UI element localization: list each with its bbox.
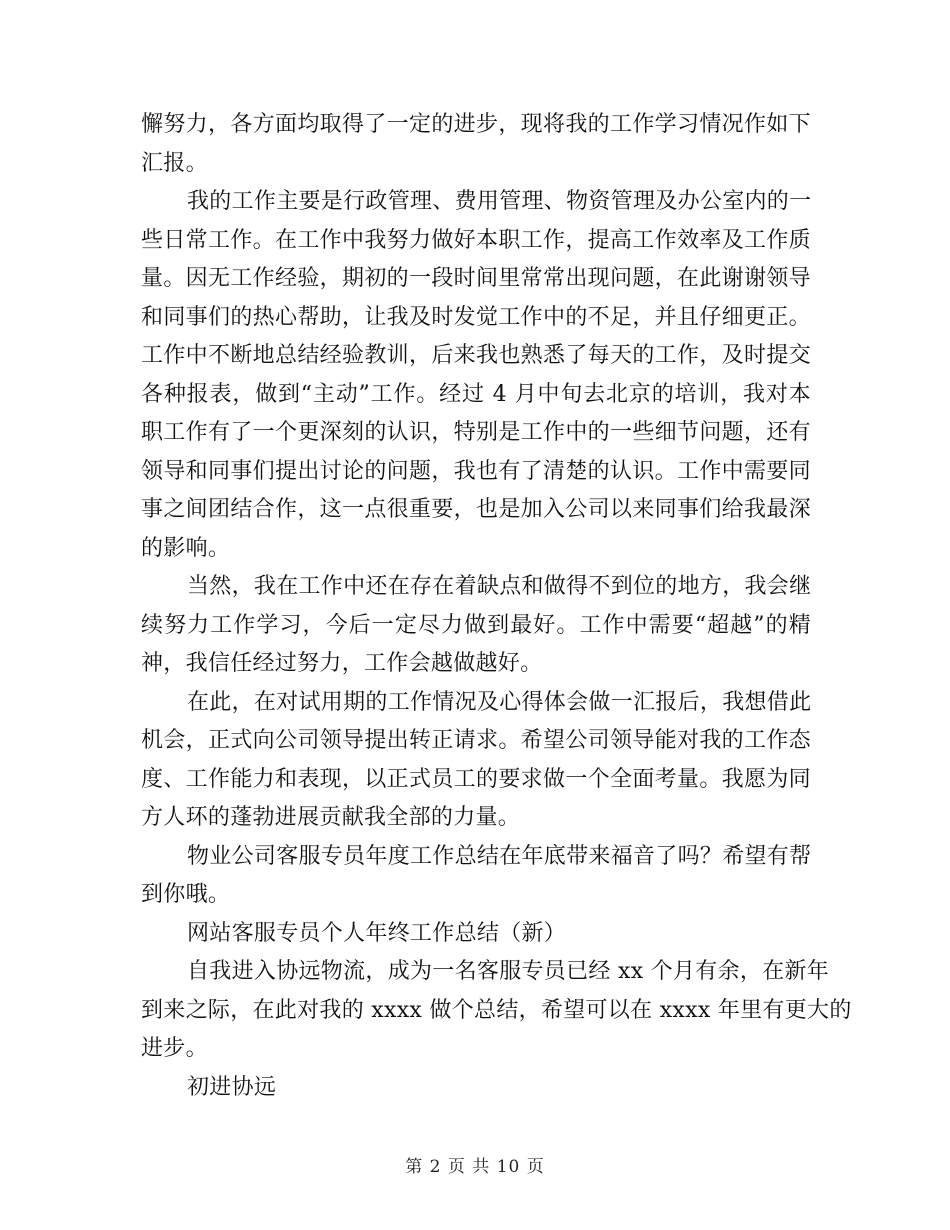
text-line: 方人环的蓬勃进展贡献我全部的力量。 [141,805,521,830]
text-line: 各种报表，做到“主动”工作。经过 4 月中旬去北京的培训，我对本 [141,381,811,407]
text-line: 网站客服专员个人年终工作总结（新） [187,920,567,946]
text-line: 物业公司客服专员年度工作总结在年底带来福音了吗？希望有帮 [187,843,812,869]
text-line: 领导和同事们提出讨论的问题，我也有了清楚的认识。工作中需要同 [141,458,811,484]
text-line: 初进协远 [187,1074,277,1100]
text-line: 当然，我在工作中还在存在着缺点和做得不到位的地方，我会继 [187,574,812,599]
text-line: 神，我信任经过努力，工作会越做越好。 [141,651,543,676]
text-line: 职工作有了一个更深刻的认识，特别是工作中的一些细节问题，还有 [141,420,811,445]
text-line: 到你哦。 [141,882,231,907]
text-line: 我的工作主要是行政管理、费用管理、物资管理及办公室内的一 [187,189,812,214]
text-line: 进步。 [141,1036,208,1061]
text-line: 量。因无工作经验，期初的一段时间里常常出现问题，在此谢谢领导 [141,266,811,291]
text-line: 懈努力，各方面均取得了一定的进步，现将我的工作学习情况作如下 [141,112,811,137]
document-body [141,106,852,1107]
text-line: 到来之际，在此对我的 xxxx 做个总结，希望可以在 xxxx 年里有更大的 [141,997,852,1023]
text-line: 机会，正式向公司领导提出转正请求。希望公司领导能对我的工作态 [141,728,811,753]
text-line: 自我进入协远物流，成为一名客服专员已经 xx 个月有余，在新年 [187,959,830,984]
text-line: 度、工作能力和表现，以正式员工的要求做一个全面考量。我愿为同 [141,766,811,792]
text-line: 的影响。 [141,535,231,561]
text-line: 些日常工作。在工作中我努力做好本职工作，提高工作效率及工作质 [141,227,811,253]
text-line: 在此，在对试用期的工作情况及心得体会做一汇报后，我想借此 [187,689,812,715]
text-line: 汇报。 [141,150,208,176]
text-line: 续努力工作学习，今后一定尽力做到最好。工作中需要“超越”的精 [141,612,811,638]
text-line: 工作中不断地总结经验教训，后来我也熟悉了每天的工作，及时提交 [141,343,811,368]
page-footer: 第 2 页 共 10 页 [405,1157,545,1177]
text-line: 和同事们的热心帮助，让我及时发觉工作中的不足，并且仔细更正。 [141,304,811,330]
text-line: 事之间团结合作，这一点很重要，也是加入公司以来同事们给我最深 [141,497,811,522]
